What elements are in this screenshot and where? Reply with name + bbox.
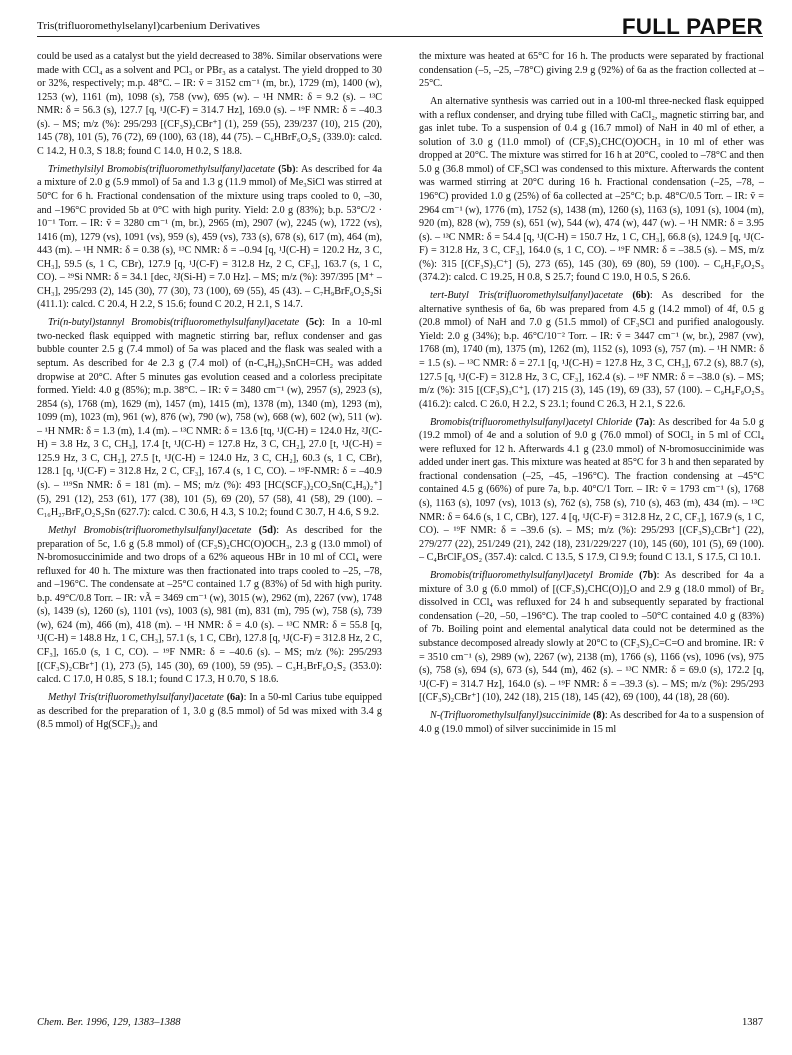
paragraph-title: Methyl Bromobis(trifluoromethylsulfanyl)acetate xyxy=(48,525,252,537)
page-header xyxy=(37,14,763,48)
paragraph-body: : As described for the alternative synthesis of 6a, 6b was prepared from 4.5 g (14.2 mmol) of 4f, 0.5 g (20.8 mmol) of NaH and 7.0 g (51.5 mmol) of CF₃SCl and purified analogously. Yield: 2.0 g (34%); b.p. 46°C/10⁻² Torr. – IR: ṽ = 3447 cm⁻¹ (w, br.), 2987 (vw), 1768 (m), 1740 (m), 1375 (m), 1262 (m), 1152 (s), 1093 (s), 757 (m). – ¹H NMR: δ = 1.5 (s). – ¹³C NMR: δ = 27.1 [q, ¹J(C-H) = 127.8 Hz, 3 C, CH₃], 67.2 (s), 88.7 (s), 127.5 [q, ¹J(C-F) = 312.8 Hz, 3 C, CF₃], 162.4 (s). – ¹⁹F NMR: δ = –38.0 (s). – MS; m/z (%): 315 [(CF₃S)₃C⁺], (17) 215 (3), 145 (19), 69 (33), 57 (100). – C₉H₉F₉O₂S₃ (416.2): calcd. C 26.0, H 2.2, S 23.1; found C 26.3, H 2.1, S 22.6. xyxy=(419,290,764,410)
compound-number: (7a) xyxy=(635,416,653,428)
paragraph xyxy=(37,163,382,312)
paragraph-body: : As described for the preparation of 5c, 1.6 g (5.8 mmol) of (CF₃S)₂CHC(O)OCH₃, 2.3 g (13.0 mmol) of N-bromosuccinimide and two drops of a 62% aqueous HBr in 10 ml of CCl₄ were refluxed for 40 h. The mixture was then fractionated into traps cooled to –25, –78, and –196°C. The condensate at –25°C contained 1.7 g (83%) of 5d with high purity. b.p. 49°C/0.8 Torr. – IR: vÃ = 3469 cm⁻¹ (w), 3015 (w), 2962 (m), 2267 (vw), 1748 (s), 1439 (s), 1260 (s), 1101 (vs), 1003 (s), 981 (m), 831 (m), 795 (w), 758 (s), 739 (w), 624 (m), 466 (m), 418 (m). – ¹H NMR: δ = 4.0 (s). – ¹³C NMR: δ = 55.8 [q, ¹J(C-H) = 148.8 Hz, 1 C, CH₃], 57.1 (s, 1 C, CBr), 127.8 [q, ¹J(C-F) = 312.8 Hz, 2 C, CF₃], 165.0 (s, 1 C, CO). – ¹⁹F NMR: δ = –40.6 (s). – MS; m/z (%): 295/293 [(CF₃S)₂CBr⁺] (1), 273 (5), 145 (30), 69 (100), 59 (95). – C₃H₃BrF₆O₂S₂ (353.0): calcd. C 17.0, H 0.85, S 18.1; found C 17.3, H 0.70, S 18.6. xyxy=(37,525,382,686)
paragraph-body: the mixture was heated at 65°C for 16 h. The products were separated by fractional condensation (–5, –25, –78°C) giving 2.9 g (92%) of 6a as the fraction collected at –25°C. xyxy=(419,51,764,90)
compound-number: (6b) xyxy=(632,290,650,302)
page-footer xyxy=(37,1017,763,1033)
paragraph xyxy=(37,316,382,519)
paragraph-title: Methyl Tris(trifluoromethylsulfanyl)acetate xyxy=(48,692,224,704)
paragraph-body: could be used as a catalyst but the yield decreased to 38%. Similar observations were made with CCl₄ as a solvent and PCl₃ or PBr₃ as a catalyst. The yield dropped to 30 or 32%, respectively; m.p. 48°C. – IR: ṽ = 3152 cm⁻¹ (m, br.), 1729 (m), 1400 (w), 1253 (w), 1161 (m), 1098 (s), 758 (vw), 695 (w). – ¹H NMR: δ = 9.2 (s). – ¹³C NMR: δ = 56.3 (s), 127.7 [q, ¹J(C-F) = 314.7 Hz], 169.0 (s). – ¹⁹F NMR: δ = –40.3 (s). – MS; m/z (%): 295/293 [(CF₃S)₂CBr⁺] (1), 259 (55), 239/237 (10), 215 (20), 145 (78), 101 (5), 76 (72), 69 (100), 63 (18), 44 (75). – C₆HBrF₆O₂S₂ (339.0): calcd. C 14.2, H 0.3, S 18.8; found C 14.0, H 0.2, S 18.8. xyxy=(37,51,382,157)
journal-citation: Chem. Ber. 1996, 129, 1383–1388 xyxy=(37,1017,181,1028)
paragraph xyxy=(37,50,382,158)
paragraph-body: An alternative synthesis was carried out in a 100-ml three-necked flask equipped with a reflux condenser, and drying tube filled with CaCl₂, magnetic stirring bar, and gas inlet tube. To a suspension of 0.4 g (16.7 mmol) of NaH in 40 ml of ether, a solution of 3.0 g (11.0 mmol) of (CF₃S)₂CHC(O)OCH₃ in 10 ml of ether was dropped at 20°C. The mixture was stirred for 16 h at 20°C, cooled to –78°C and then 5.0 g (36.8 mmol) of CF₃SCl was condensed to this mixture. Afterwards the content was warmed stirring at 20°C during 16 h. Fractional condensation (–25, –78, –196°C) provided 1.0 g (25%) of 6a collected at –25°C; b.p. 48°C/0.5 Torr. – IR: ṽ = 2964 cm⁻¹ (w), 1776 (m), 1752 (s), 1438 (m), 1260 (s), 1163 (s), 1091 (s), 1004 (m), 920 (m), 828 (w), 759 (s), 651 (w), 544 (w), 474 (w), 447 (w). – ¹H NMR: δ = 3.95 (s). – ¹³C NMR: δ = 54.4 [q, ¹J(C-H) = 150.7 Hz, 1 C, CH₃], 66.8 (s), 124.9 [q, ¹J(C-F) = 312.8 Hz, 3 C, CF₃], 164.0 (s, 1 C, CO). – ¹⁹F NMR: δ = –38.5 (s). – MS, m/z (%): 315 [(CF₃S)₃C⁺] (5), 273 (65), 145 (30), 69 (80), 59 (100). – C₆H₃F₉O₂S₃ (374.2): calcd. C 19.25, H 0.8, S 25.7; found C 19.0, H 0.5, S 26.6. xyxy=(419,96,764,284)
paragraph-title: Trimethylsilyl Bromobis(trifluoromethylsulfanyl)acetate xyxy=(48,163,275,175)
paragraph-body: : As described for 4a a mixture of 2.0 g (5.9 mmol) of 5a and 1.3 g (11.9 mmol) of Me₃SiCl was stirred at 50°C for 6 h. Fractional condensation of the mixture using traps cooled to 0, –30, and –196°C provided 5b at 0°C with high purity. Yield: 2.0 g (83%); b.p. 53°C/2 · 10⁻¹ Torr. – IR: ṽ = 3280 cm⁻¹ (m, br.), 2965 (m), 2907 (w), 2245 (w), 1722 (vs), 1416 (m), 1279 (vs), 1091 (vs), 959 (s), 459 (vs), 733 (s), 678 (s), 617 (m), 464 (m), 443 (m). – ¹H NMR: δ = 0.38 (s), ¹³C NMR: δ = –0.94 [q, ¹J(C-H) = 120.2 Hz, 3 C, CH₃], 59.5 (s, 1 C, CBr), 127.9 [q, ¹J(C-F) = 312.8 Hz, 2 C, CF₃], 163.7 (s, 1 C, CO). – ²⁹Si NMR: δ = 34.1 [dec, ²J(Si-H) = 7.0 Hz]. – MS; m/z (%): 397/395 [M⁺ – CH₃], 295/293 (2), 145 (30), 77 (30), 73 (100), 69 (55), 45 (43). – C₇H₉BrF₆O₂S₂Si (411.1): calcd. C 20.4, H 2.2, S 15.6; found C 20.2, H 2.1, S 14.7. xyxy=(37,163,382,311)
running-title: Tris(trifluoromethylselanyl)carbenium Derivatives xyxy=(37,20,260,32)
compound-number: (7b) xyxy=(639,570,657,582)
paragraph-title: tert-Butyl Tris(trifluoromethylsulfanyl)acetate xyxy=(430,290,623,302)
header-rule xyxy=(37,36,763,37)
paragraph-title: N-(Trifluoromethylsulfanyl)succinimide xyxy=(430,710,591,722)
paragraph xyxy=(419,416,764,565)
paragraph-body: : In a 50-ml Carius tube equipped as described for the preparation of 1, 3.0 g (8.5 mmol) of 5d was mixed with 3.4 g (8.5 mmol) of Hg(SCF₃)₂ and xyxy=(37,692,382,731)
compound-number: (5d) xyxy=(258,525,277,537)
left-column xyxy=(37,50,382,1005)
paragraph xyxy=(419,50,764,91)
paragraph xyxy=(419,95,764,285)
page-number: 1387 xyxy=(742,1017,763,1028)
paragraph xyxy=(419,709,764,736)
paragraph-body: : As described for 4a a mixture of 3.0 g (6.0 mmol) of [(CF₃S)₂CHC(O)]₂O and 2.9 g (18.0 mmol) of Br₂ dissolved in CCl₄ was refluxed for 24 h and subsequently separated by fractional condensation (–20, –50, –196°C). The trap cooled to –50°C contained 4.0 g (83%) of 7b. Boiling point and elemental analytical data could not be determined as the substance decomposed already slowly at 20°C to (CF₃S)₂C=C=O and bromine. IR: ṽ = 3510 cm⁻¹ (s), 2989 (w), 2267 (w), 2138 (m), 1766 (s), 1166 (vs), 1096 (vs), 975 (s), 758 (s), 694 (s), 673 (s), 544 (m), 462 (s). – ¹³C NMR: δ = 69.0 (s), 172.2 [q, ¹J(C-F) = 314.7 Hz], 164.0 (s). – ¹⁹F NMR: δ = –39.3 (s). – MS; m/z (%): 295/293 [(CF₃S)₂CBr⁺] (10), 242 (18), 215 (18), 145 (42), 69 (100), 44 (18), 28 (60). xyxy=(419,570,764,704)
paragraph xyxy=(419,289,764,411)
paragraph-body: : In a 10-ml two-necked flask equipped with magnetic stirring bar, reflux condenser and gas bubble counter 2.5 g (7.4 mmol) of 5a was placed and the flask was sealed with a septum. As described for 4e 2.3 g (7.4 mol) of (n-C₄H₉)₃SnCH=CH₂ was added dropwise at 20°C. After 5 minutes gas evolution ceased and a colorless precipitate formed. Yield: 4.0 g (85%); m.p. 38°C. – IR: ṽ = 3480 cm⁻¹ (w), 2957 (s), 2923 (s), 2854 (s), 1768 (m), 1629 (m), 1457 (m), 1415 (m), 1378 (m), 1340 (m), 1293 (m), 1099 (m), 1023 (m), 961 (w), 876 (w), 790 (w), 758 (w), 668 (w), 602 (w), 511 (w). – ¹H NMR: δ = 1.3 (m), 1.4 (m). – ¹³C NMR: δ = 13.6 [tq, ¹J(C-H) = 124.0 Hz, ²J(C-H) = 3.8 Hz, 3 C, CH₃], 17.4 [t, ¹J(C-H) = 127.8 Hz, 3 C, CH₂], 27.0 [t, ¹J(C-H) = 125.9 Hz, 3 C, CH₂], 27.5 [t, ¹J(C-H) = 124.0 Hz, 3 C, CH₂], 60.3 (s, 1 C, CBr), 128.1 [q, ¹J(C-F) = 312.8 Hz, 2 C, CF₃], 167.4 (s, 1 C, CO). – ¹⁹F-NMR: δ = –40.9 (s). – ¹¹⁹Sn NMR: δ = 181 (m). – MS; m/z (%): 493 [HC(SCF₃)₂CO₂Sn(C₄H₉)₂⁺] (5), 291 (12), 253 (61), 177 (38), 101 (5), 69 (20), 57 (58), 41 (58), 29 (100). – C₁₆H₂₇BrF₆O₂S₂Sn (627.7): calcd. C 30.6, H 4.3, S 10.2; found C 30.7, H 4.6, S 9.2. xyxy=(37,317,382,519)
paragraph-title: Tri(n-butyl)stannyl Bromobis(trifluoromethylsulfanyl)acetate xyxy=(48,317,300,329)
paragraph xyxy=(37,524,382,687)
section-label: FULL PAPER xyxy=(621,14,763,39)
paragraph xyxy=(37,691,382,732)
paragraph-title: Bromobis(trifluoromethylsulfanyl)acetyl Chloride xyxy=(430,416,633,428)
paragraph-body: : As described for 4a 5.0 g (19.2 mmol) of 4e and a solution of 9.0 g (76.0 mmol) of SOCl₂ in 5 ml of CCl₄ were refluxed for 12 h. Afterwards 4.1 g (23.0 mmol) of N-bromosuccinimide was added under inert gas. This mixture was heated at 85°C for 3 h and then separated by fractional condensation (–25, –45, –196°C). The fraction condensing at –45°C contained 4.5 g (66%) of pure 7a, b.p. 40°C/1 Torr. – IR: ṽ = 1793 cm⁻¹ (s), 1768 (s), 1163 (s), 1097 (vs), 1013 (s), 762 (s), 758 (s), 710 (s), 463 (m), 434 (m). – ¹³C NMR: δ = 64.6 (s, 1 C, CBr), 127. 4 [q, ¹J(C-F) = 312.8 Hz, 2 C, CF₃], 167.9 (s, 1 C, CO). – ¹⁹F NMR: δ = –39.6 (s). – MS; m/z (%): 295/293 [(CF₃S)₂CBr⁺] (22), 279/277 (22), 251/249 (21), 242 (18), 231/229/227 (10), 145 (60), 101 (5), 69 (100). – C₄BrClF₆OS₂ (357.4): calcd. C 13.5, S 17.9, Cl 9.9; found C 13.1, S 17.5, Cl 10.1. xyxy=(419,416,764,564)
compound-number: (6a) xyxy=(226,692,244,704)
paragraph xyxy=(419,569,764,704)
right-column xyxy=(419,50,764,1005)
compound-number: (5c) xyxy=(305,317,323,329)
paragraph-title: Bromobis(trifluoromethylsulfanyl)acetyl Bromide xyxy=(430,570,634,582)
paragraph-body: : As described for 4a to a suspension of 4.0 g (19.0 mmol) of silver succinimide in 15 ml xyxy=(419,710,764,735)
compound-number: (5b) xyxy=(278,163,296,175)
compound-number: (8) xyxy=(593,710,605,722)
